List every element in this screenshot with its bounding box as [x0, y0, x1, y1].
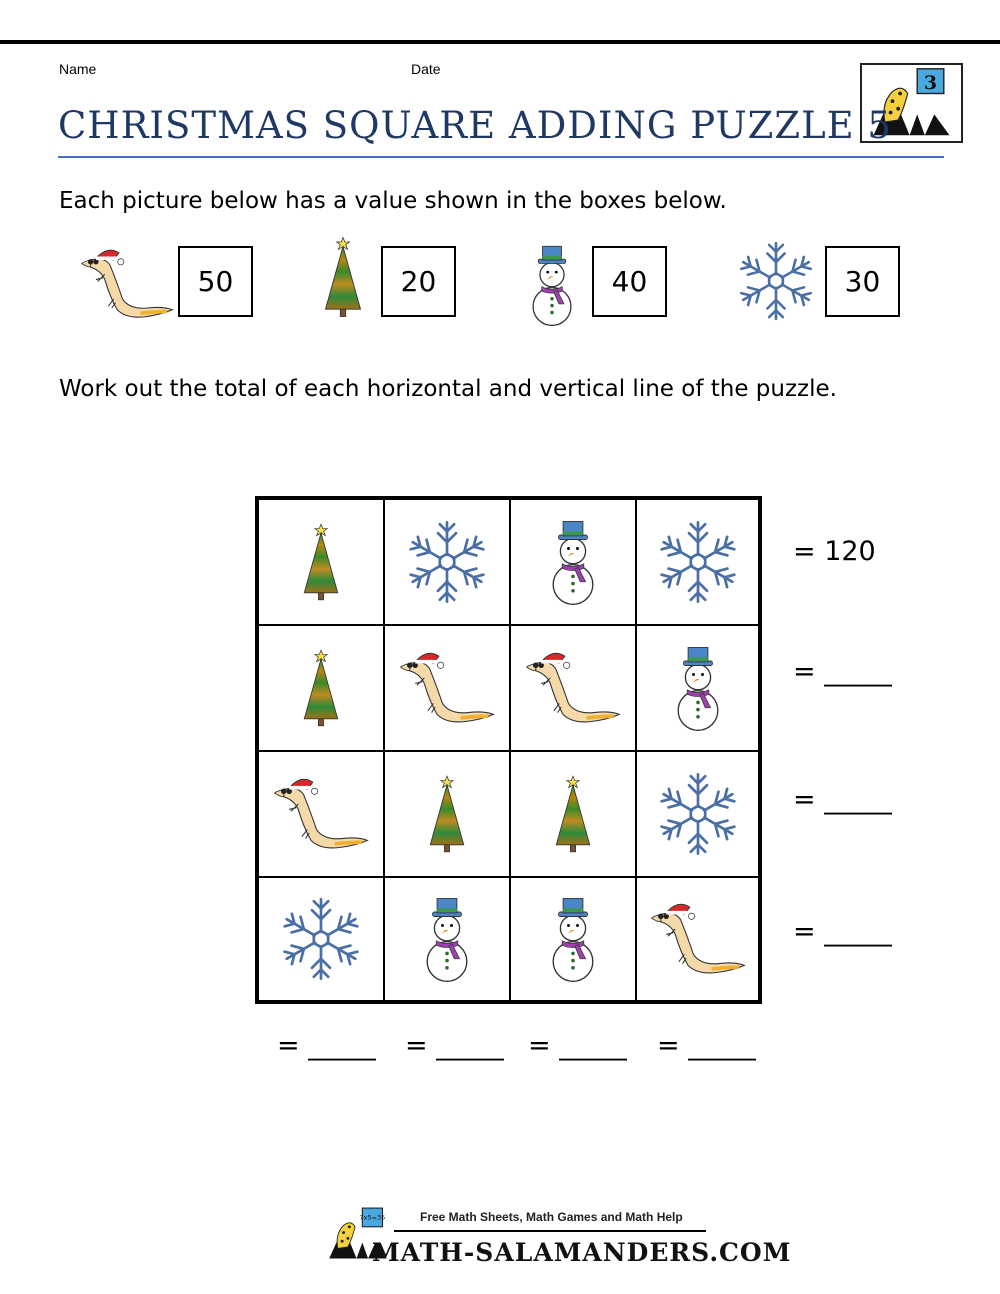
salamander-icon	[397, 646, 497, 730]
puzzle-grid	[255, 496, 762, 1004]
page-title: CHRISTMAS SQUARE ADDING PUZZLE 5	[58, 104, 892, 147]
snowman-icon	[546, 894, 600, 984]
snowman-icon	[526, 242, 578, 328]
puzzle-cell	[384, 877, 510, 1001]
puzzle-cell	[510, 751, 636, 877]
salamander-icon	[648, 897, 748, 981]
footer-tagline: Free Math Sheets, Math Games and Math Help	[420, 1210, 683, 1224]
snowman-icon	[420, 894, 474, 984]
puzzle-cell	[258, 625, 384, 751]
puzzle-cell	[636, 625, 759, 751]
salamander-icon	[523, 646, 623, 730]
key-value: 20	[400, 265, 437, 298]
puzzle-cell	[384, 499, 510, 625]
instruction-values: Each picture below has a value shown in the boxes below.	[59, 188, 727, 214]
snowflake-icon	[402, 517, 492, 607]
key-value: 40	[611, 265, 648, 298]
puzzle-cell	[384, 625, 510, 751]
key-value-box	[381, 246, 456, 317]
puzzle-cell	[258, 751, 384, 877]
puzzle-cell	[636, 877, 759, 1001]
column-total[interactable]: = _____	[528, 1030, 627, 1061]
snowflake-icon	[653, 769, 743, 859]
key-value: 30	[844, 265, 881, 298]
column-total[interactable]: = _____	[405, 1030, 504, 1061]
row-total: = 120	[793, 536, 876, 567]
row-total[interactable]: = _____	[793, 656, 892, 687]
puzzle-cell	[258, 877, 384, 1001]
puzzle-cell	[510, 499, 636, 625]
christmas-tree-icon	[299, 644, 343, 732]
row-total[interactable]: = _____	[793, 784, 892, 815]
footer-rule	[394, 1230, 706, 1232]
snowflake-icon	[276, 894, 366, 984]
key-value-box	[178, 246, 253, 317]
puzzle-cell	[384, 751, 510, 877]
key-value-box	[592, 246, 667, 317]
christmas-tree-icon	[551, 770, 595, 858]
snowflake-icon	[653, 517, 743, 607]
title-rule	[58, 156, 944, 158]
key-value-box	[825, 246, 900, 317]
top-rule	[0, 40, 1000, 44]
name-label: Name	[59, 61, 97, 77]
row-total[interactable]: = _____	[793, 916, 892, 947]
snowman-icon	[671, 643, 725, 733]
christmas-tree-icon	[425, 770, 469, 858]
column-total[interactable]: = _____	[657, 1030, 756, 1061]
puzzle-cell	[510, 625, 636, 751]
key-value: 50	[197, 265, 234, 298]
christmas-tree-icon	[299, 518, 343, 606]
puzzle-cell	[636, 751, 759, 877]
salamander-icon	[78, 244, 176, 324]
instruction-task: Work out the total of each horizontal and vertical line of the puzzle.	[59, 376, 837, 402]
puzzle-cell	[258, 499, 384, 625]
footer-logo-text: 7x5=35	[359, 1213, 386, 1222]
date-label: Date	[411, 61, 441, 77]
christmas-tree-icon	[320, 234, 366, 320]
salamander-icon	[271, 772, 371, 856]
footer-site-link[interactable]: MATH-SALAMANDERS.COM	[372, 1238, 792, 1267]
snowflake-icon	[733, 238, 819, 324]
puzzle-cell	[510, 877, 636, 1001]
logo-badge: 3	[923, 71, 938, 94]
column-total[interactable]: = _____	[277, 1030, 376, 1061]
snowman-icon	[546, 517, 600, 607]
puzzle-cell	[636, 499, 759, 625]
